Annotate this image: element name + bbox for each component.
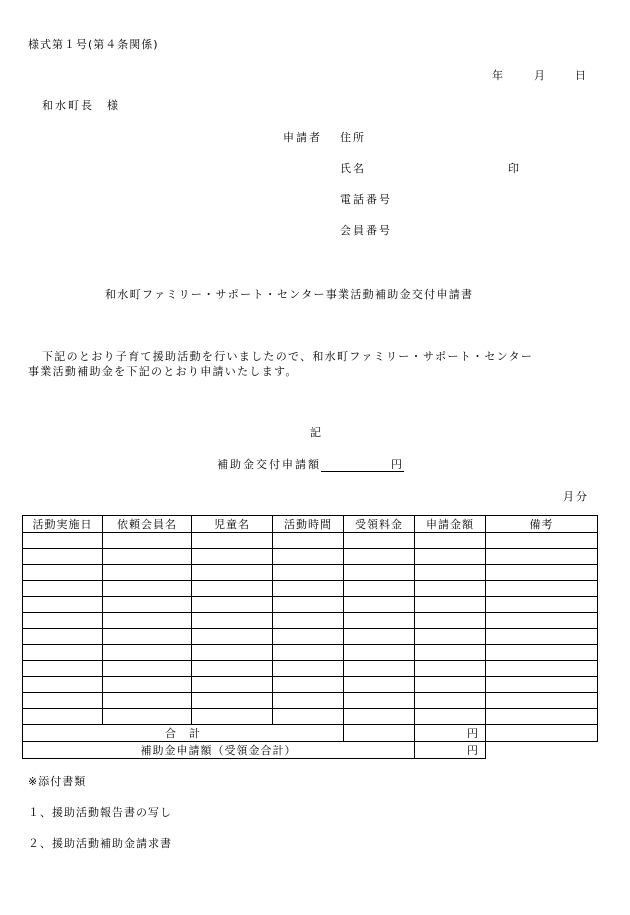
table-cell[interactable] <box>103 629 192 645</box>
table-cell[interactable] <box>273 581 344 597</box>
table-cell[interactable] <box>486 693 598 709</box>
ki-heading: 記 <box>310 426 323 439</box>
header-date: 活動実施日 <box>23 516 103 533</box>
date-day-label: 日 <box>575 69 588 82</box>
table-cell[interactable] <box>192 565 273 581</box>
table-cell[interactable] <box>103 613 192 629</box>
subsidy-empty <box>486 742 598 759</box>
table-cell[interactable] <box>486 597 598 613</box>
table-cell[interactable] <box>344 613 415 629</box>
table-row <box>23 533 598 549</box>
table-cell[interactable] <box>192 645 273 661</box>
table-cell[interactable] <box>192 693 273 709</box>
table-row <box>23 549 598 565</box>
table-row <box>23 613 598 629</box>
table-cell[interactable] <box>273 709 344 725</box>
header-amount: 申請金額 <box>415 516 486 533</box>
table-cell[interactable] <box>344 581 415 597</box>
attachments-heading: ※添付書類 <box>28 775 87 788</box>
applicant-member-label: 会員番号 <box>340 224 392 237</box>
table-cell[interactable] <box>344 677 415 693</box>
table-cell[interactable] <box>415 581 486 597</box>
table-cell[interactable] <box>415 629 486 645</box>
header-fee: 受領料金 <box>344 516 415 533</box>
table-cell[interactable] <box>23 709 103 725</box>
table-cell[interactable] <box>415 613 486 629</box>
attachment-item-2: ２、援助活動補助金請求書 <box>28 837 172 850</box>
amount-blank <box>321 460 391 472</box>
body-text-line2: 事業活動補助金を下記のとおり申請いたします。 <box>28 365 298 378</box>
seal-mark: 印 <box>508 162 521 175</box>
subsidy-label: 補助金申請額（受領金合計） <box>23 742 415 759</box>
table-cell[interactable] <box>273 533 344 549</box>
table-cell[interactable] <box>192 677 273 693</box>
amount-row <box>217 456 404 472</box>
applicant-phone-label: 電話番号 <box>340 193 392 206</box>
table-cell[interactable] <box>415 677 486 693</box>
table-cell[interactable] <box>344 629 415 645</box>
table-cell[interactable] <box>103 533 192 549</box>
table-cell[interactable] <box>192 597 273 613</box>
table-cell[interactable] <box>23 645 103 661</box>
table-row <box>23 629 598 645</box>
amount-yen: 円 <box>391 458 404 471</box>
table-cell[interactable] <box>23 677 103 693</box>
table-cell[interactable] <box>415 597 486 613</box>
table-cell[interactable] <box>344 709 415 725</box>
table-cell[interactable] <box>103 677 192 693</box>
table-cell[interactable] <box>273 549 344 565</box>
table-cell[interactable] <box>273 629 344 645</box>
table-cell[interactable] <box>486 549 598 565</box>
table-cell[interactable] <box>103 693 192 709</box>
table-row <box>23 709 598 725</box>
table-cell[interactable] <box>344 597 415 613</box>
table-cell[interactable] <box>103 709 192 725</box>
table-cell[interactable] <box>486 581 598 597</box>
date-month-label: 月 <box>534 69 547 82</box>
table-cell[interactable] <box>192 549 273 565</box>
document-title: 和水町ファミリー・サポート・センター事業活動補助金交付申請書 <box>105 288 474 301</box>
table-cell[interactable] <box>273 565 344 581</box>
attachment-item-1: １、援助活動報告書の写し <box>28 806 172 819</box>
table-cell[interactable] <box>103 661 192 677</box>
applicant-name-label: 氏名 <box>340 162 366 175</box>
body-text-line1: 下記のとおり子育て援助活動を行いましたので、和水町ファミリー・サポート・センター <box>42 350 534 363</box>
table-row <box>23 565 598 581</box>
table-cell[interactable] <box>415 565 486 581</box>
table-row <box>23 597 598 613</box>
table-cell[interactable] <box>192 581 273 597</box>
table-cell[interactable] <box>415 661 486 677</box>
table-cell[interactable] <box>273 597 344 613</box>
table-cell[interactable] <box>344 693 415 709</box>
table-cell[interactable] <box>23 549 103 565</box>
table-cell[interactable] <box>192 661 273 677</box>
table-row <box>23 581 598 597</box>
table-cell[interactable] <box>273 661 344 677</box>
table-cell[interactable] <box>486 629 598 645</box>
table-cell[interactable] <box>486 661 598 677</box>
header-requester: 依頼会員名 <box>103 516 192 533</box>
table-cell[interactable] <box>23 613 103 629</box>
table-cell[interactable] <box>192 613 273 629</box>
total-notes-cell <box>486 725 598 742</box>
table-cell[interactable] <box>192 533 273 549</box>
total-label: 合 計 <box>23 725 344 742</box>
subsidy-row <box>23 742 598 759</box>
table-cell[interactable] <box>23 581 103 597</box>
form-number: 様式第１号(第４条関係) <box>28 38 159 51</box>
table-cell[interactable] <box>415 693 486 709</box>
amount-label: 補助金交付申請額 <box>217 458 321 471</box>
table-row <box>23 693 598 709</box>
header-notes: 備考 <box>486 516 598 533</box>
table-cell[interactable] <box>23 565 103 581</box>
table-cell[interactable] <box>486 533 598 549</box>
table-row <box>23 661 598 677</box>
table-cell[interactable] <box>415 709 486 725</box>
table-cell[interactable] <box>103 645 192 661</box>
table-cell[interactable] <box>486 565 598 581</box>
table-cell[interactable] <box>486 709 598 725</box>
table-cell[interactable] <box>344 661 415 677</box>
table-cell[interactable] <box>23 597 103 613</box>
table-cell[interactable] <box>273 693 344 709</box>
table-row <box>23 677 598 693</box>
table-cell[interactable] <box>344 645 415 661</box>
table-cell[interactable] <box>103 581 192 597</box>
applicant-address-label: 住所 <box>340 131 366 144</box>
table-cell[interactable] <box>415 533 486 549</box>
total-fee-cell <box>344 725 415 742</box>
table-cell[interactable] <box>415 645 486 661</box>
addressee: 和水町長 様 <box>42 99 120 112</box>
table-cell[interactable] <box>344 549 415 565</box>
table-cell[interactable] <box>486 645 598 661</box>
total-amount-unit: 円 <box>415 725 486 742</box>
table-cell[interactable] <box>23 693 103 709</box>
applicant-label: 申請者 <box>283 131 322 144</box>
header-child: 児童名 <box>192 516 273 533</box>
table-cell[interactable] <box>273 613 344 629</box>
table-cell[interactable] <box>415 549 486 565</box>
table-cell[interactable] <box>344 565 415 581</box>
table-cell[interactable] <box>192 709 273 725</box>
table-cell[interactable] <box>23 661 103 677</box>
table-row <box>23 645 598 661</box>
table-cell[interactable] <box>486 613 598 629</box>
subsidy-amount-unit: 円 <box>415 742 486 759</box>
table-cell[interactable] <box>103 565 192 581</box>
table-cell[interactable] <box>273 645 344 661</box>
table-header-row <box>23 516 598 533</box>
table-cell[interactable] <box>23 629 103 645</box>
table-cell[interactable] <box>103 549 192 565</box>
activity-table <box>22 515 598 759</box>
table-cell[interactable] <box>273 677 344 693</box>
table-cell[interactable] <box>192 629 273 645</box>
table-cell[interactable] <box>344 533 415 549</box>
total-row <box>23 725 598 742</box>
month-label: 月分 <box>563 490 589 503</box>
table-cell[interactable] <box>103 597 192 613</box>
table-cell[interactable] <box>23 533 103 549</box>
header-hours: 活動時間 <box>273 516 344 533</box>
table-cell[interactable] <box>486 677 598 693</box>
date-year-label: 年 <box>492 69 505 82</box>
